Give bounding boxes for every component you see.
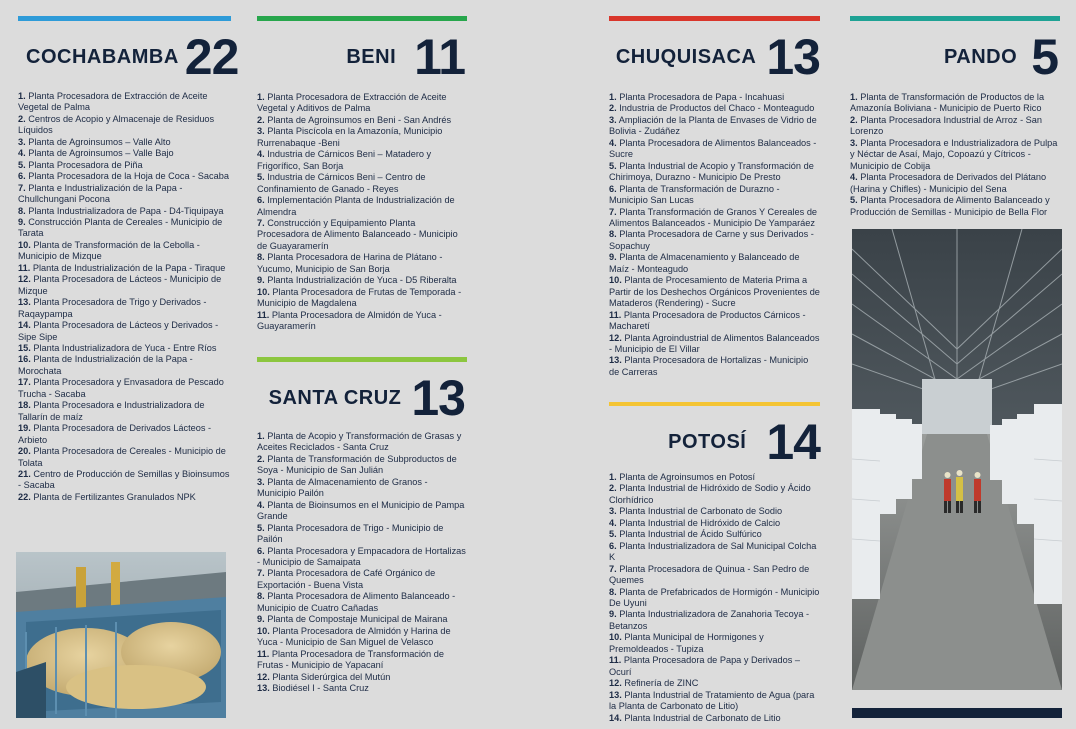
item-text: Planta de Prefabricados de Hormigón - Municipio De Uyuni: [609, 586, 820, 608]
item-text: Planta Industrial de Carbonato de Sodio: [616, 506, 783, 517]
item-text: Planta de Agroinsumos en Beni - San Andrés: [264, 114, 452, 125]
item-number: 14.: [609, 712, 622, 723]
section-color-bar: [609, 16, 820, 21]
plant-count: 13: [411, 370, 465, 426]
item-text: Planta Procesadora de Lácteos y Derivados - Sipe Sipe: [18, 320, 219, 342]
plant-list-item: [257, 252, 467, 275]
item-text: Planta Procesadora de Transformación de Frutas - Municipio de Yapacaní: [257, 648, 444, 671]
item-number: 5.: [257, 172, 265, 183]
item-number: 4.: [609, 517, 617, 528]
item-number: 9.: [257, 614, 265, 625]
item-text: Planta Procesadora Industrial de Arroz - San Lorenzo: [850, 114, 1043, 137]
warehouse-image: [852, 229, 1062, 690]
plant-list-item: [609, 564, 820, 587]
item-number: 14.: [18, 320, 31, 331]
item-text: Planta e Industrialización de la Papa - Chullchungani Pocona: [18, 182, 183, 205]
plant-list-item: [18, 217, 231, 240]
plant-list-item: [18, 343, 231, 354]
item-number: 3.: [18, 136, 26, 147]
plant-list-item: [257, 149, 467, 172]
item-text: Planta de Industrialización de la Papa - Tiraque: [30, 262, 226, 273]
plant-list-item: [257, 172, 467, 195]
item-text: Planta Procesadora de Café Orgánico de Exportación - Buena Vista: [257, 568, 436, 590]
item-text: Planta de Agroinsumos en Potosí: [616, 472, 756, 482]
item-text: Planta Procesadora de Alimentos Balanceados - Sucre: [609, 137, 817, 160]
section-color-bar: [257, 357, 467, 362]
plant-list-item: [18, 183, 231, 206]
item-number: 7.: [257, 568, 265, 579]
item-number: 2.: [257, 114, 265, 125]
plant-list-item: [257, 477, 467, 500]
item-number: 11.: [18, 262, 31, 273]
item-text: Planta de Almacenamiento de Granos - Municipio Pailón: [257, 476, 428, 499]
item-text: Planta de Transformación de Subproductos de Soya - Municipio de San Julián: [257, 453, 457, 476]
plant-list: [18, 91, 231, 503]
plant-list-item: [257, 523, 467, 546]
item-number: 10.: [609, 275, 622, 286]
item-text: Planta Municipal de Hormigones y Premoldeados - Tupiza: [609, 632, 764, 654]
plant-list-item: [18, 171, 231, 182]
footer-bar: [852, 708, 1062, 718]
plant-count: 22: [184, 29, 239, 85]
plant-list-item: [257, 546, 467, 569]
plant-list-item: [609, 275, 820, 309]
plant-list-item: [18, 469, 231, 492]
item-number: 18.: [18, 400, 31, 411]
plant-list: [609, 92, 820, 378]
section-santa-cruz: [257, 357, 467, 694]
item-number: 8.: [609, 586, 617, 597]
item-number: 6.: [609, 183, 617, 194]
item-text: Ampliación de la Planta de Envases de Vidrio de Bolivia - Zudáñez: [609, 114, 817, 137]
item-text: Planta de Bioinsumos en el Municipio de Pampa Grande: [257, 499, 465, 522]
item-text: Planta Industrial de Ácido Sulfúrico: [616, 529, 762, 540]
item-number: 10.: [609, 632, 622, 643]
section-cochabamba: [18, 16, 239, 503]
item-text: Planta de Industrialización de la Papa - Morochata: [18, 354, 193, 376]
plant-list-item: [18, 148, 231, 159]
item-number: 8.: [609, 229, 617, 240]
item-number: 2.: [609, 103, 617, 114]
item-text: Planta Industrialización de Yuca - D5 Riberalta: [264, 275, 457, 286]
item-text: Planta Procesadora de Alimento Balanceado - Municipio de Cuatro Cañadas: [257, 591, 456, 613]
item-number: 2.: [257, 453, 265, 464]
plant-list-item: [609, 518, 820, 529]
item-text: Planta Procesadora y Empacadora de Hortalizas - Municipio de Samaipata: [257, 545, 466, 567]
section-color-bar: [609, 402, 820, 406]
item-text: Planta Procesadora de Papa - Incahuasi: [616, 92, 785, 102]
plant-list-item: [609, 229, 820, 252]
item-text: Planta de Acopio y Transformación de Grasas y Aceites Reciclados - Santa Cruz: [257, 431, 462, 453]
item-text: Planta Procesadora de Trigo - Municipio de Pailón: [257, 522, 444, 545]
item-number: 3.: [609, 114, 617, 125]
item-number: 2.: [18, 113, 26, 124]
item-number: 5.: [609, 160, 617, 171]
plant-list-item: [18, 320, 231, 343]
item-text: Planta Procesadora de Alimento Balanceado y Producción de Semillas - Municipio de Bella Flor: [850, 195, 1050, 217]
plant-list-item: [609, 587, 820, 610]
item-text: Industria de Cárnicos Beni – Matadero y Frigorífico, San Borja: [257, 149, 432, 171]
plant-list-item: [609, 92, 820, 103]
plant-list-item: [850, 195, 1060, 218]
plant-list: [850, 92, 1060, 218]
item-text: Biodiésel I - Santa Cruz: [269, 682, 369, 693]
plant-list-item: [609, 713, 820, 724]
item-text: Planta Industrial de Acopio y Transformación de Chirimoya, Durazno - Municipio De Presto: [609, 160, 814, 183]
item-number: 8.: [257, 252, 265, 263]
plant-list-item: [257, 649, 467, 672]
item-number: 4.: [18, 148, 26, 159]
item-number: 3.: [257, 126, 265, 137]
department-name: BENI: [346, 45, 397, 68]
item-number: 12.: [257, 671, 270, 682]
item-text: Planta Industrial de Tratamiento de Agua (para la Planta de Carbonato de Litio): [609, 689, 815, 712]
item-number: 6.: [18, 171, 26, 182]
photo-grain-truck: [16, 552, 226, 718]
plant-list-item: [850, 138, 1060, 172]
item-text: Planta de Transformación de Durazno - Municipio San Lucas: [609, 183, 780, 206]
plant-list-item: [257, 454, 467, 477]
item-number: 13.: [609, 355, 622, 366]
item-number: 17.: [18, 377, 31, 388]
item-text: Planta Procesadora de Lácteos - Municipio de Mizque: [18, 274, 222, 296]
plant-list-item: [609, 310, 820, 333]
grain-truck-image: [16, 552, 226, 718]
plant-list-item: [18, 274, 231, 297]
plant-list-item: [18, 114, 231, 137]
item-text: Planta de Procesamiento de Materia Prima a Partir de los Deshechos Orgánicos Provenientes de Mataderos (Rendering) - Sucre: [609, 275, 820, 309]
plant-list-item: [609, 529, 820, 540]
item-text: Planta Procesadora de Productos Cárnicos - Macharetí: [609, 309, 806, 332]
item-number: 13.: [257, 682, 270, 693]
item-number: 7.: [18, 182, 26, 193]
plant-list-item: [850, 92, 1060, 115]
plant-list-item: [609, 506, 820, 517]
item-number: 11.: [257, 648, 270, 659]
item-number: 10.: [257, 286, 270, 297]
item-text: Planta Agroindustrial de Alimentos Balanceados - Municipio de El Villar: [609, 332, 820, 354]
department-name: SANTA CRUZ: [268, 386, 402, 409]
item-number: 22.: [18, 491, 31, 502]
plant-list-item: [609, 184, 820, 207]
department-name: POTOSÍ: [668, 430, 747, 453]
item-number: 11.: [609, 309, 622, 320]
plant-list-item: [257, 431, 467, 454]
plant-list-item: [18, 423, 231, 446]
item-text: Planta Procesadora e Industrializadora de Pulpa y Néctar de Asaí, Majo, Copoazú y Cítricos - Municipio de Cobija: [850, 137, 1058, 171]
item-text: Planta Industrial de Hidróxido de Calcio: [616, 517, 781, 528]
plant-list-item: [257, 500, 467, 523]
item-text: Planta de Agroinsumos – Valle Bajo: [25, 148, 174, 159]
plant-list-item: [257, 115, 467, 126]
item-text: Planta Procesadora y Envasadora de Pescado Trucha - Sacaba: [18, 377, 224, 399]
item-number: 6.: [609, 540, 617, 551]
plant-count: 14: [766, 414, 820, 470]
item-text: Planta Procesadora de Papa y Derivados – Ocurí: [609, 655, 801, 677]
item-number: 10.: [257, 625, 270, 636]
plant-list-item: [609, 541, 820, 564]
plant-list-item: [609, 207, 820, 230]
item-number: 1.: [609, 92, 617, 102]
plant-list-item: [18, 206, 231, 217]
department-name: CHUQUISACA: [615, 45, 757, 68]
item-text: Industria de Productos del Chaco - Monteagudo: [616, 103, 815, 114]
plant-list: [257, 431, 467, 694]
item-number: 2.: [850, 114, 858, 125]
plant-count: 5: [1031, 29, 1058, 85]
item-text: Planta de Compostaje Municipal de Mairana: [264, 614, 448, 625]
plant-list-item: [257, 626, 467, 649]
item-text: Centros de Acopio y Almacenaje de Residuos Líquidos: [18, 113, 215, 136]
plant-list-item: [609, 103, 820, 114]
section-color-bar: [257, 16, 467, 21]
item-text: Planta Industrializadora de Yuca - Entre Ríos: [30, 342, 217, 353]
plant-list-item: [609, 252, 820, 275]
plant-list-item: [257, 310, 467, 333]
plant-list-item: [257, 218, 467, 252]
item-text: Construcción Planta de Cereales - Municipio de Tarata: [18, 216, 223, 239]
plant-list-item: [609, 690, 820, 713]
item-number: 4.: [850, 172, 858, 183]
plant-list-item: [257, 683, 467, 694]
item-text: Planta Industrializadora de Papa - D4-Tiquipaya: [25, 205, 224, 216]
item-number: 1.: [850, 92, 858, 102]
plant-list-item: [257, 275, 467, 286]
item-number: 11.: [257, 309, 270, 320]
plant-list-item: [257, 672, 467, 683]
item-number: 16.: [18, 354, 31, 365]
plant-list-item: [18, 377, 231, 400]
item-text: Planta de Agroinsumos – Valle Alto: [25, 136, 171, 147]
plant-list-item: [18, 91, 231, 114]
item-text: Planta Piscícola en la Amazonía, Municipio Rurrenabaque -Beni: [257, 126, 443, 148]
plant-list-item: [850, 172, 1060, 195]
plant-count: 13: [766, 29, 820, 85]
section-header: [609, 31, 820, 83]
photo-warehouse: [852, 229, 1062, 690]
item-text: Planta Industrial de Hidróxido de Sodio y Ácido Clorhídrico: [609, 483, 811, 505]
section-color-bar: [850, 16, 1060, 21]
plant-list-item: [18, 160, 231, 171]
item-number: 1.: [257, 92, 265, 102]
item-number: 10.: [18, 239, 31, 250]
item-number: 8.: [257, 591, 265, 602]
department-name: COCHABAMBA: [26, 45, 179, 68]
item-number: 12.: [609, 678, 622, 689]
item-text: Planta Procesadora de Derivados Lácteos - Arbieto: [18, 423, 212, 445]
item-number: 12.: [609, 332, 622, 343]
item-number: 15.: [18, 342, 31, 353]
item-number: 8.: [18, 205, 26, 216]
item-text: Planta de Almacenamiento y Balanceado de Maíz - Monteagudo: [609, 252, 800, 274]
item-number: 5.: [18, 159, 26, 170]
section-header: [257, 31, 467, 83]
item-number: 4.: [609, 137, 617, 148]
plant-list-item: [18, 400, 231, 423]
item-text: Planta Procesadora de Piña: [25, 159, 143, 170]
item-number: 1.: [609, 472, 617, 482]
item-number: 9.: [18, 216, 26, 227]
item-text: Planta Procesadora de Carne y sus Derivados - Sopachuy: [609, 229, 814, 251]
item-number: 1.: [257, 431, 265, 441]
item-text: Implementación Planta de Industrialización de Almendra: [257, 195, 455, 217]
item-text: Planta de Transformación de la Cebolla - Municipio de Mizque: [18, 239, 200, 262]
item-number: 11.: [609, 655, 622, 666]
item-number: 9.: [609, 609, 617, 620]
plant-list-item: [609, 161, 820, 184]
plant-list-item: [257, 287, 467, 310]
item-number: 3.: [850, 137, 858, 148]
item-number: 13.: [609, 689, 622, 700]
plant-list-item: [850, 115, 1060, 138]
section-header: [850, 31, 1060, 83]
item-number: 20.: [18, 446, 31, 457]
plant-list-item: [257, 126, 467, 149]
item-number: 3.: [609, 506, 617, 517]
plant-list: [609, 472, 820, 724]
plant-list-item: [18, 492, 231, 503]
item-text: Planta Siderúrgica del Mutún: [269, 671, 391, 682]
plant-list-item: [609, 655, 820, 678]
plant-list-item: [18, 446, 231, 469]
plant-list-item: [609, 483, 820, 506]
plant-list-item: [18, 137, 231, 148]
item-number: 9.: [257, 275, 265, 286]
plant-list-item: [609, 138, 820, 161]
item-text: Planta Transformación de Granos Y Cereales de Alimentos Balanceados - Municipio De Yamparáez: [609, 206, 818, 228]
item-number: 7.: [609, 206, 617, 217]
plant-list-item: [257, 195, 467, 218]
item-number: 7.: [609, 563, 617, 574]
section-header: [609, 416, 820, 468]
plant-list-item: [609, 632, 820, 655]
plant-list-item: [609, 333, 820, 356]
plant-list-item: [257, 614, 467, 625]
item-text: Planta Procesadora de Derivados del Plátano (Harina y Chifles) - Municipio del Sena: [850, 172, 1047, 194]
item-number: 3.: [257, 476, 265, 487]
plant-list-item: [609, 609, 820, 632]
plant-list-item: [18, 354, 231, 377]
section-header: [18, 29, 239, 85]
item-text: Planta Procesadora de Almidón de Yuca - Guayaramerín: [257, 309, 442, 332]
item-text: Planta Procesadora de Quinua - San Pedro de Quemes: [609, 563, 810, 586]
plant-list-item: [18, 263, 231, 274]
item-text: Planta Procesadora de Cereales - Municipio de Tolata: [18, 446, 226, 468]
plant-list-item: [257, 591, 467, 614]
section-chuquisaca: [609, 16, 820, 378]
item-text: Planta Industrializadora de Sal Municipal Colcha K: [609, 540, 817, 563]
item-text: Planta Procesadora e Industrializadora de Tallarín de maíz: [18, 400, 205, 422]
item-number: 7.: [257, 217, 265, 228]
item-number: 12.: [18, 274, 31, 285]
item-text: Planta de Transformación de Productos de la Amazonía Boliviana - Municipio de Puerto Rico: [850, 92, 1045, 114]
item-text: Planta Procesadora de Almidón y Harina de Yuca - Municipio de San Miguel de Velasco: [257, 625, 451, 648]
item-text: Planta Industrial de Carbonato de Litio: [621, 712, 781, 723]
plant-list-item: [609, 115, 820, 138]
plant-list-item: [18, 297, 231, 320]
item-text: Planta Procesadora de Extracción de Aceite Vegetal y Aditivos de Palma: [257, 92, 447, 114]
plant-list-item: [609, 678, 820, 689]
plant-list-item: [257, 92, 467, 115]
plant-list-item: [18, 240, 231, 263]
plant-count: 11: [414, 29, 465, 85]
item-text: Planta Procesadora de Hortalizas - Municipio de Carreras: [609, 355, 809, 377]
item-number: 19.: [18, 423, 31, 434]
section-header: [257, 372, 467, 424]
department-name: PANDO: [943, 45, 1018, 68]
item-text: Centro de Producción de Semillas y Bioinsumos - Sacaba: [18, 468, 230, 491]
plant-list-item: [609, 472, 820, 483]
section-beni: [257, 16, 467, 333]
item-number: 13.: [18, 297, 31, 308]
section-potosi: [609, 402, 820, 724]
item-text: Construcción y Equipamiento Planta Procesadora de Alimento Balanceado - Municipio de Guayaramerín: [257, 217, 458, 251]
section-pando: [850, 16, 1060, 218]
item-number: 5.: [850, 195, 858, 206]
item-number: 21.: [18, 468, 31, 479]
item-text: Planta Procesadora de la Hoja de Coca - Sacaba: [25, 171, 229, 182]
item-number: 6.: [257, 545, 265, 556]
item-text: Industria de Cárnicos Beni – Centro de Confinamiento de Ganado - Reyes: [257, 172, 426, 194]
item-number: 1.: [18, 91, 26, 101]
item-text: Planta Industrializadora de Zanahoria Tecoya - Betanzos: [609, 609, 810, 631]
item-number: 9.: [609, 252, 617, 263]
item-number: 5.: [257, 522, 265, 533]
item-number: 6.: [257, 195, 265, 206]
plant-list-item: [609, 355, 820, 378]
item-text: Refinería de ZINC: [621, 678, 699, 689]
item-number: 4.: [257, 149, 265, 160]
item-text: Planta Procesadora de Trigo y Derivados - Raqaypampa: [18, 297, 207, 319]
item-text: Planta Procesadora de Extracción de Aceite Vegetal de Palma: [18, 91, 208, 113]
item-text: Planta Procesadora de Frutas de Temporada - Municipio de Magdalena: [257, 286, 462, 309]
item-text: Planta de Fertilizantes Granulados NPK: [30, 491, 196, 502]
item-text: Planta Procesadora de Harina de Plátano - Yucumo, Municipio de San Borja: [257, 252, 443, 274]
item-number: 2.: [609, 483, 617, 494]
item-number: 4.: [257, 499, 265, 510]
section-color-bar: [18, 16, 231, 21]
plant-list-item: [257, 568, 467, 591]
plant-list: [257, 92, 467, 333]
item-number: 5.: [609, 529, 617, 540]
